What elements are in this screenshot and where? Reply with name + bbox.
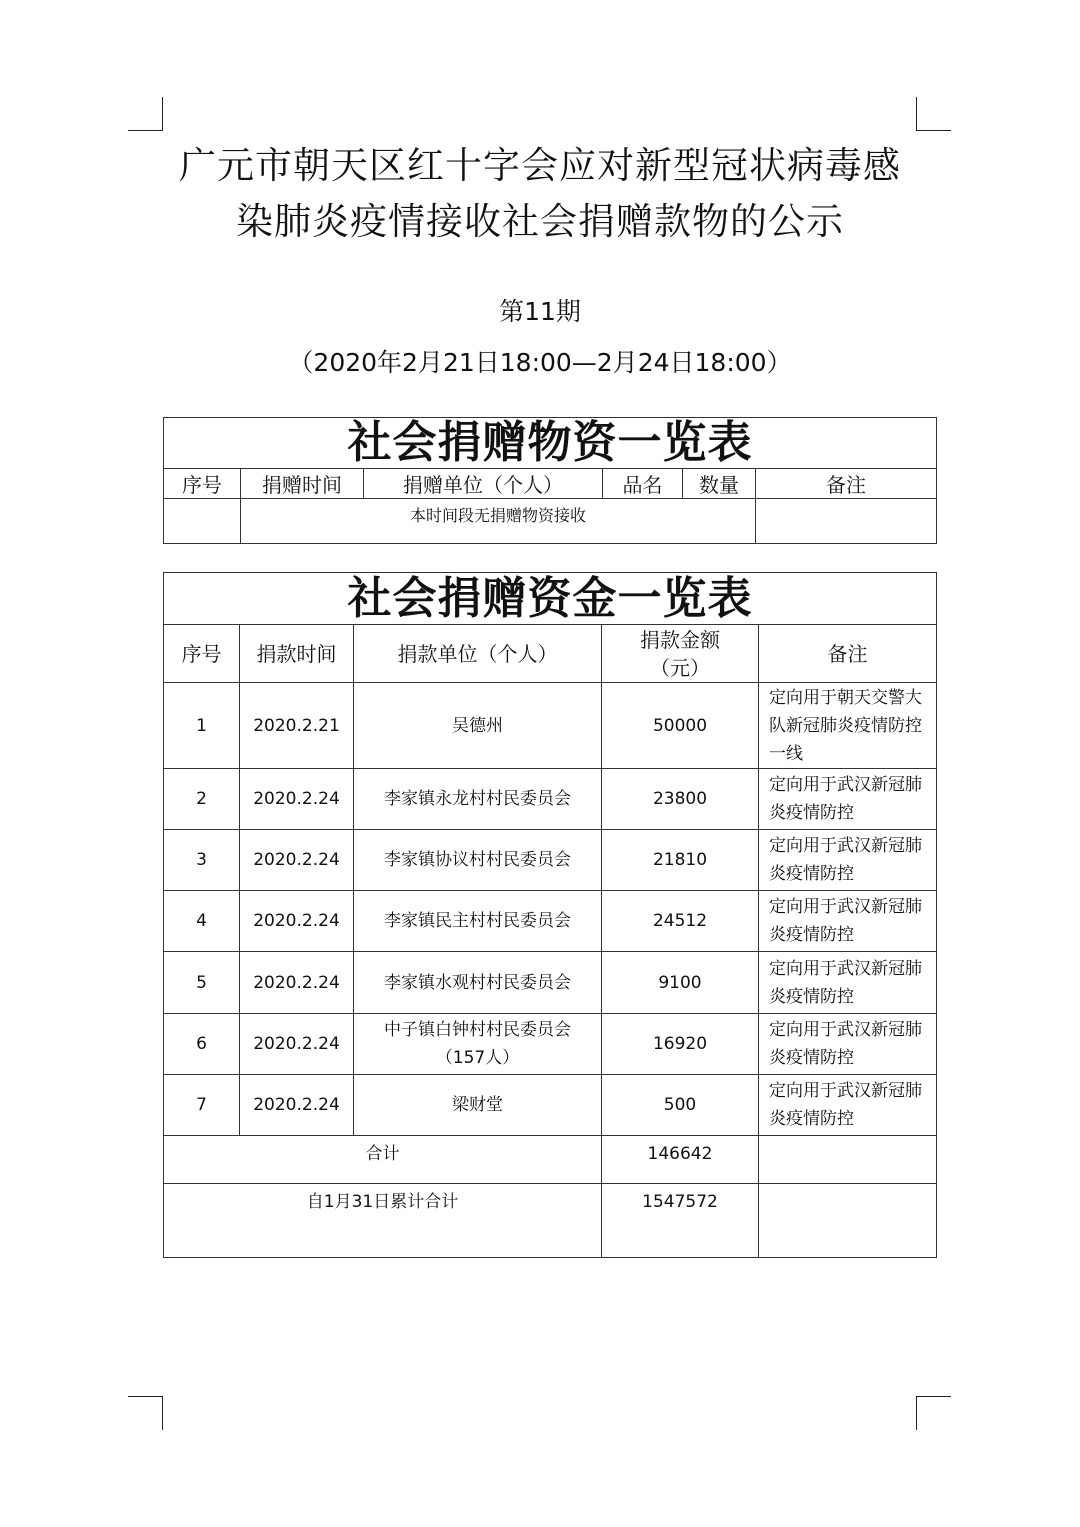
funds-table-title: 社会捐赠资金一览表: [164, 573, 937, 625]
row-no: 1: [164, 683, 240, 769]
row-amount: 9100: [602, 952, 759, 1014]
row-amount: 23800: [602, 769, 759, 830]
table-row: [164, 1014, 937, 1075]
crop-mark-top-right: [916, 97, 951, 131]
cumulative-remark: [759, 1184, 937, 1258]
funds-header-remark: 备注: [759, 625, 937, 683]
row-date: 2020.2.24: [240, 1075, 354, 1136]
row-donor: 李家镇民主村村民委员会: [354, 891, 602, 952]
goods-table: [163, 417, 937, 544]
funds-header-no: 序号: [164, 625, 240, 683]
title-line-2: 染肺炎疫情接收社会捐赠款物的公示: [236, 200, 844, 243]
goods-header-qty: 数量: [683, 469, 756, 499]
row-remark: 定向用于武汉新冠肺炎疫情防控: [759, 891, 937, 952]
row-amount: 50000: [602, 683, 759, 769]
row-donor: 中子镇白钟村村民委员会（157人）: [354, 1014, 602, 1075]
row-donor: 李家镇水观村村民委员会: [354, 952, 602, 1014]
row-amount: 16920: [602, 1014, 759, 1075]
row-remark: 定向用于朝天交警大队新冠肺炎疫情防控一线: [759, 683, 937, 769]
row-donor: 吴德州: [354, 683, 602, 769]
goods-header-item: 品名: [603, 469, 683, 499]
issue-number: 第11期: [499, 297, 581, 326]
row-no: 7: [164, 1075, 240, 1136]
row-no: 4: [164, 891, 240, 952]
funds-table: [163, 572, 937, 1258]
table-row: [164, 891, 937, 952]
row-no: 2: [164, 769, 240, 830]
goods-header-remark: 备注: [756, 469, 937, 499]
table-row: [164, 769, 937, 830]
table-row: [164, 952, 937, 1014]
total-row: [164, 1136, 937, 1184]
goods-header-donor: 捐赠单位（个人）: [364, 469, 603, 499]
table-row: [164, 1075, 937, 1136]
table-row: [164, 683, 937, 769]
total-remark: [759, 1136, 937, 1184]
goods-header-date: 捐赠时间: [241, 469, 364, 499]
row-amount: 500: [602, 1075, 759, 1136]
row-remark: 定向用于武汉新冠肺炎疫情防控: [759, 952, 937, 1014]
row-date: 2020.2.21: [240, 683, 354, 769]
row-remark: 定向用于武汉新冠肺炎疫情防控: [759, 830, 937, 891]
row-date: 2020.2.24: [240, 769, 354, 830]
funds-header-amount: 捐款金额（元）: [602, 625, 759, 683]
row-no: 6: [164, 1014, 240, 1075]
funds-header-donor: 捐款单位（个人）: [354, 625, 602, 683]
row-amount: 21810: [602, 830, 759, 891]
row-no: 3: [164, 830, 240, 891]
row-amount: 24512: [602, 891, 759, 952]
cumulative-row: [164, 1184, 937, 1258]
row-donor: 李家镇协议村村民委员会: [354, 830, 602, 891]
crop-mark-top-left: [128, 97, 163, 131]
document-title: [130, 138, 950, 250]
period: （2020年2月21日18:00—2月24日18:00）: [288, 348, 792, 377]
goods-empty-note: 本时间段无捐赠物资接收: [241, 499, 756, 544]
goods-empty-remark: [756, 499, 937, 544]
total-amount: 146642: [602, 1136, 759, 1184]
total-label: 合计: [164, 1136, 602, 1184]
crop-mark-bottom-right: [916, 1396, 951, 1430]
goods-table-title: 社会捐赠物资一览表: [164, 418, 937, 469]
row-date: 2020.2.24: [240, 952, 354, 1014]
crop-mark-bottom-left: [128, 1396, 163, 1430]
title-line-1: 广元市朝天区红十字会应对新型冠状病毒感: [179, 144, 901, 187]
row-date: 2020.2.24: [240, 891, 354, 952]
row-donor: 梁财堂: [354, 1075, 602, 1136]
row-date: 2020.2.24: [240, 1014, 354, 1075]
row-remark: 定向用于武汉新冠肺炎疫情防控: [759, 1014, 937, 1075]
funds-header-date: 捐款时间: [240, 625, 354, 683]
goods-empty-cell: [164, 499, 241, 544]
goods-header-no: 序号: [164, 469, 241, 499]
table-row: [164, 830, 937, 891]
row-no: 5: [164, 952, 240, 1014]
row-remark: 定向用于武汉新冠肺炎疫情防控: [759, 1075, 937, 1136]
row-donor: 李家镇永龙村村民委员会: [354, 769, 602, 830]
cumulative-label: 自1月31日累计合计: [164, 1184, 602, 1258]
row-remark: 定向用于武汉新冠肺炎疫情防控: [759, 769, 937, 830]
row-date: 2020.2.24: [240, 830, 354, 891]
cumulative-amount: 1547572: [602, 1184, 759, 1258]
